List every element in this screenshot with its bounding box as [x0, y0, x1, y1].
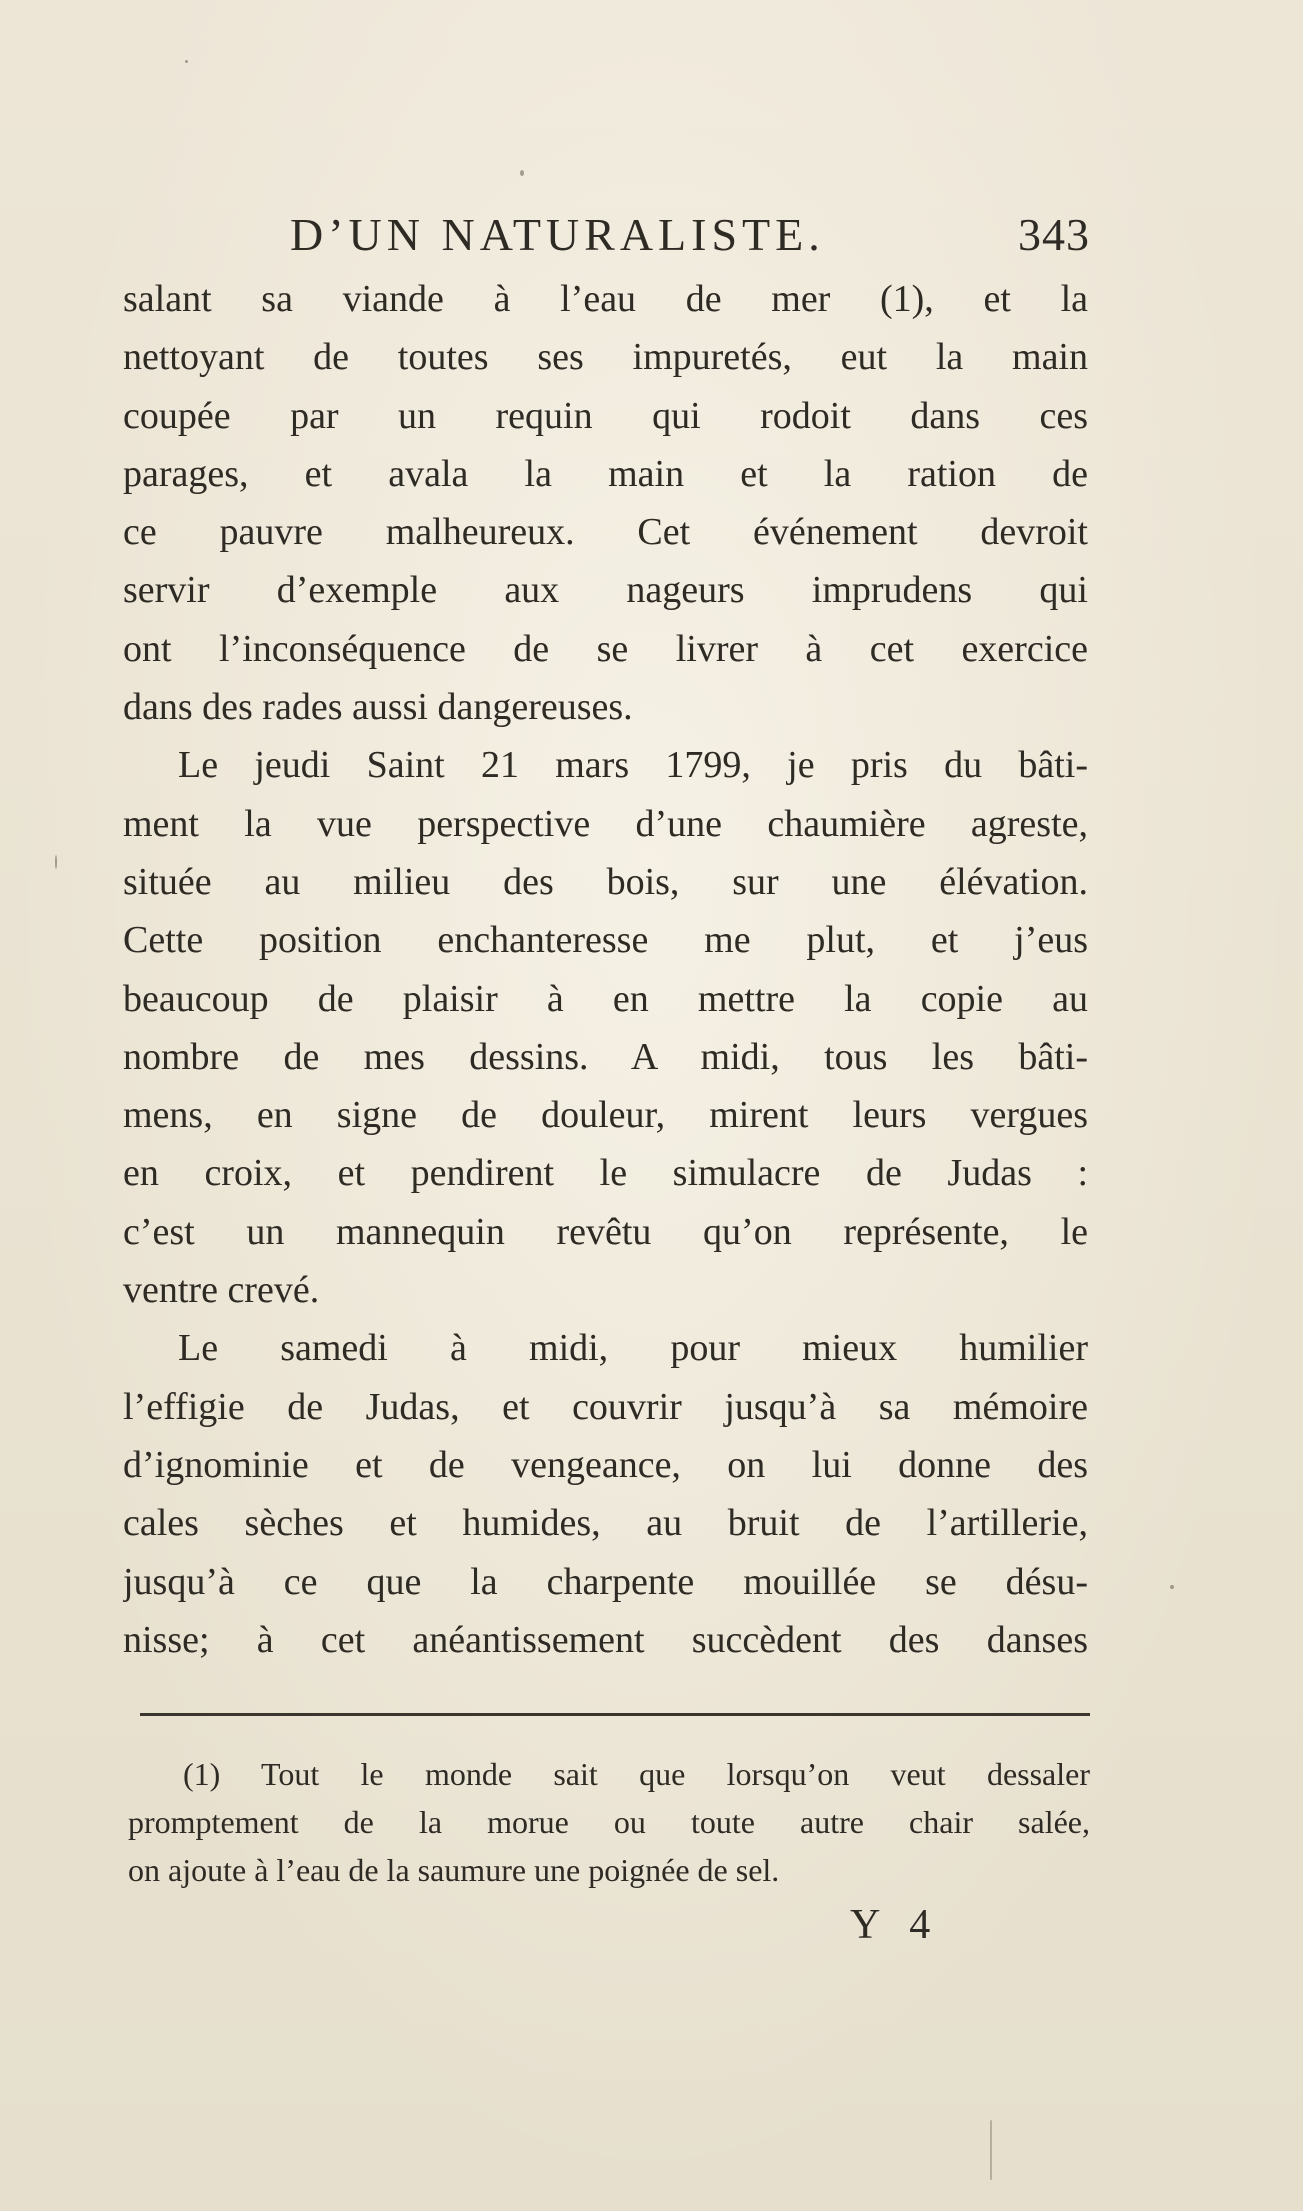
text-line: Cette position enchanteresse me plut, et j’eus: [123, 919, 1088, 962]
text-line: nombre de mes dessins. A midi, tous les bâti-: [123, 1035, 1088, 1078]
text-line: en croix, et pendirent le simulacre de Judas :: [123, 1152, 1088, 1195]
running-title: D’UN NATURALISTE.: [290, 209, 825, 260]
paper-speck: [520, 170, 524, 176]
paper-speck: [185, 60, 188, 63]
text-line: parages, et avala la main et la ration de: [123, 452, 1088, 495]
footnote-line: (1) Tout le monde sait que lorsqu’on veut dessaler: [183, 1756, 1090, 1792]
text-line: nisse; à cet anéantissement succèdent des danses: [123, 1618, 1088, 1661]
text-line: ment la vue perspective d’une chaumière agreste,: [123, 802, 1088, 845]
text-line: d’ignominie et de vengeance, on lui donne des: [123, 1443, 1088, 1486]
text-line: nettoyant de toutes ses impuretés, eut la main: [123, 336, 1088, 379]
footnote-divider: [140, 1713, 1090, 1716]
text-line: salant sa viande à l’eau de mer (1), et la: [123, 278, 1088, 320]
paper-speck: [990, 2120, 992, 2180]
text-line: l’effigie de Judas, et couvrir jusqu’à sa mémoire: [123, 1385, 1088, 1428]
text-line: coupée par un requin qui rodoit dans ces: [123, 394, 1088, 437]
footnote-line: promptement de la morue ou toute autre chair salée,: [128, 1804, 1090, 1840]
text-line: mens, en signe de douleur, mirent leurs vergues: [123, 1094, 1088, 1137]
paper-speck: [1170, 1585, 1174, 1589]
body-text: [123, 270, 1088, 1669]
text-line: cales sèches et humides, au bruit de l’artillerie,: [123, 1502, 1088, 1545]
text-line: c’est un mannequin revêtu qu’on représente, le: [123, 1210, 1088, 1253]
footnote: [128, 1750, 1090, 1894]
page-number: 343: [1018, 209, 1090, 260]
text-line: ce pauvre malheureux. Cet événement devroit: [123, 511, 1088, 554]
text-line: située au milieu des bois, sur une élévation.: [123, 860, 1088, 903]
paragraph-end-line: dans des rades aussi dangereuses.: [123, 686, 633, 729]
text-line: beaucoup de plaisir à en mettre la copie au: [123, 977, 1088, 1020]
text-line: servir d’exemple aux nageurs imprudens qui: [123, 569, 1088, 612]
signature-mark: Y 4: [850, 1902, 941, 1948]
paragraph-end-line: ventre crevé.: [123, 1269, 320, 1312]
text-line: ont l’inconséquence de se livrer à cet exercice: [123, 627, 1088, 670]
running-head: [290, 205, 1090, 265]
paragraph-start-line: Le jeudi Saint 21 mars 1799, je pris du bâti-: [178, 744, 1088, 787]
paragraph-start-line: Le samedi à midi, pour mieux humilier: [178, 1327, 1088, 1370]
text-line: jusqu’à ce que la charpente mouillée se désu-: [123, 1560, 1088, 1603]
footnote-line: on ajoute à l’eau de la saumure une poignée de sel.: [128, 1852, 780, 1888]
paper-speck: [55, 855, 57, 869]
